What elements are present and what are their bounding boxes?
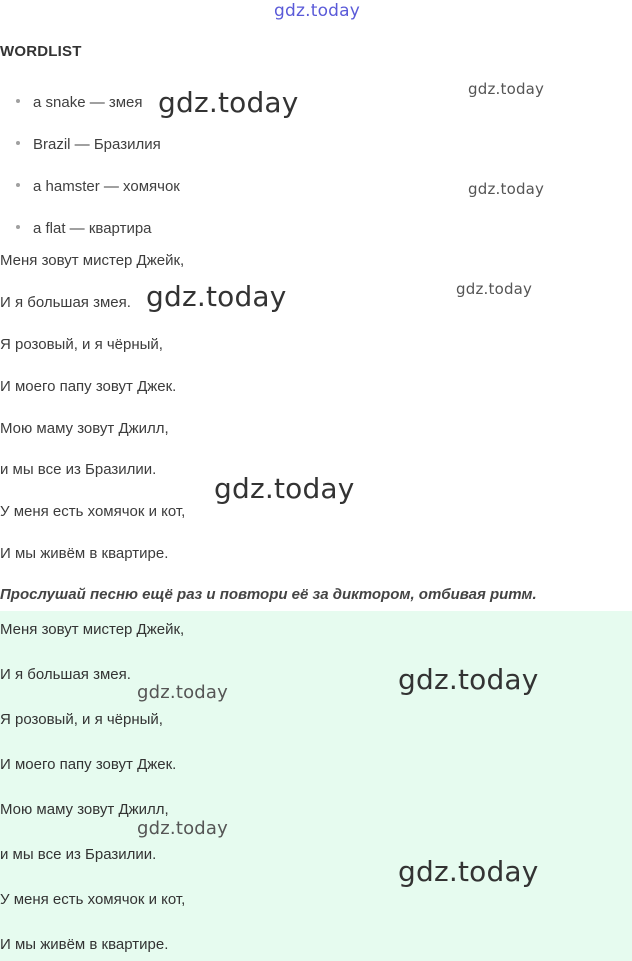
answer-line: Меня зовут мистер Джейк, xyxy=(0,621,185,638)
answer-line: И я большая змея. xyxy=(0,666,131,683)
song-line: и мы все из Бразилии. xyxy=(0,461,157,478)
task-instruction: Прослушай песню ещё раз и повтори её за диктором, отбивая ритм. xyxy=(0,586,537,603)
watermark: gdz.today xyxy=(137,818,229,839)
watermark: gdz.today xyxy=(456,280,533,298)
watermark: gdz.today xyxy=(137,682,229,703)
bullet-icon xyxy=(16,225,20,229)
wordlist-heading: WORDLIST xyxy=(0,43,82,60)
watermark: gdz.today xyxy=(468,80,545,98)
wordlist-item-text: a flat — квартира xyxy=(33,220,152,237)
wordlist-item xyxy=(16,178,180,195)
answer-line: И мы живём в квартире. xyxy=(0,936,169,953)
song-line: И моего папу зовут Джек. xyxy=(0,378,177,395)
song-line: Меня зовут мистер Джейк, xyxy=(0,252,185,269)
watermark: gdz.today xyxy=(146,280,287,313)
wordlist-item-text: Brazil — Бразилия xyxy=(33,136,161,153)
watermark: gdz.today xyxy=(398,855,539,888)
bullet-icon xyxy=(16,141,20,145)
watermark: gdz.today xyxy=(214,472,355,505)
wordlist-item-text: a snake — змея xyxy=(33,94,143,111)
answer-line: У меня есть хомячок и кот, xyxy=(0,891,186,908)
watermark: gdz.today xyxy=(398,663,539,696)
watermark: gdz.today xyxy=(468,180,545,198)
song-line: Я розовый, и я чёрный, xyxy=(0,336,163,353)
answer-line: И моего папу зовут Джек. xyxy=(0,756,177,773)
bullet-icon xyxy=(16,99,20,103)
song-line: У меня есть хомячок и кот, xyxy=(0,503,186,520)
song-line: И мы живём в квартире. xyxy=(0,545,169,562)
answer-line: и мы все из Бразилии. xyxy=(0,846,157,863)
answer-line: Я розовый, и я чёрный, xyxy=(0,711,163,728)
watermark: gdz.today xyxy=(158,86,299,119)
answer-line: Мою маму зовут Джилл, xyxy=(0,801,169,818)
song-line: Мою маму зовут Джилл, xyxy=(0,420,169,437)
watermark-top: gdz.today xyxy=(274,1,361,21)
wordlist-item-text: a hamster — хомячок xyxy=(33,178,180,195)
bullet-icon xyxy=(16,183,20,187)
wordlist-item xyxy=(16,136,161,153)
song-line: И я большая змея. xyxy=(0,294,131,311)
wordlist-item xyxy=(16,94,143,111)
wordlist-item xyxy=(16,220,152,237)
